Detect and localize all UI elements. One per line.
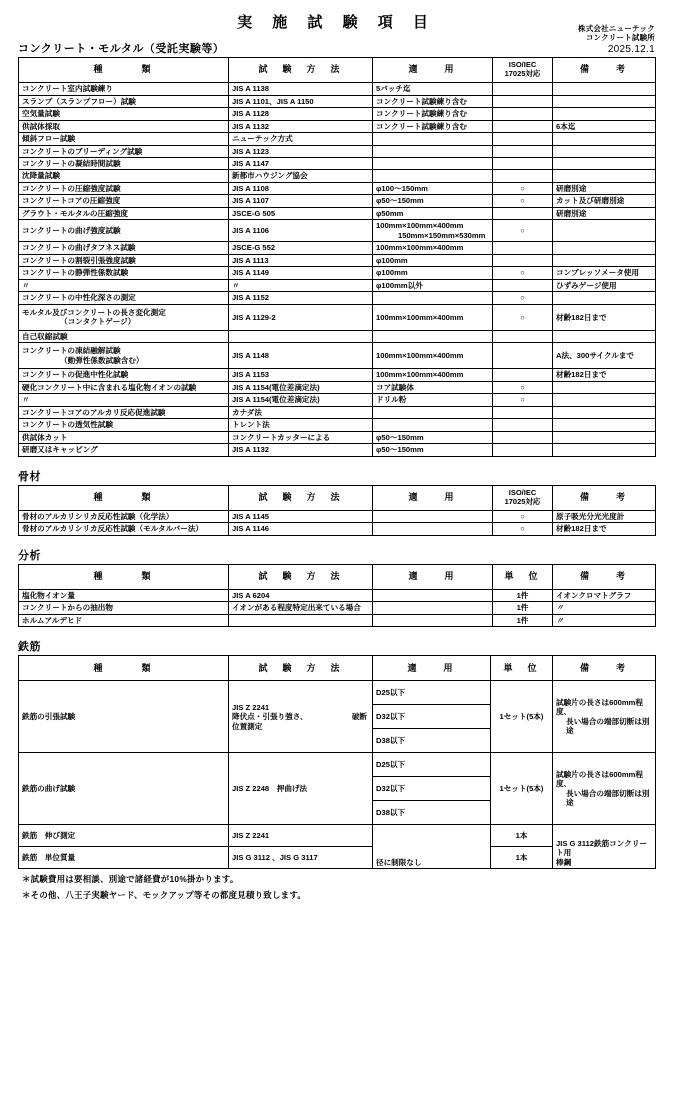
col-header-remarks: 備 考 [553,58,656,83]
cell-iso-compliance [493,120,553,132]
cell-application [373,523,493,535]
cell-application-size: D38以下 [373,801,491,825]
cell-method: JIS Z 2241 降伏点・引張り強さ、 破断 位置測定 [229,681,373,753]
section-title-aggregate: 骨材 [18,470,41,483]
cell-remarks: JIS G 3112鉄筋コンクリート用 棒鋼 [553,825,656,869]
table-row [19,182,656,194]
cell-method: JSCE-G 552 [229,242,373,254]
cell-method: JIS A 1154(電位差滴定法) [229,381,373,393]
cell-application [373,419,493,431]
cell-type: 沈降量試験 [19,170,229,182]
cell-remarks [553,292,656,304]
cell-type: コンクリートの静弾性係数試験 [19,267,229,279]
cell-iso-compliance [493,83,553,95]
cell-application-size: D32以下 [373,705,491,729]
cell-iso-compliance [493,330,553,342]
cell-type: コンクリートの割裂引張強度試験 [19,254,229,266]
cell-type: 骨材のアルカリシリカ反応性試験（化学法） [19,510,229,522]
cell-application: φ50～150mm [373,431,493,443]
table-aggregate [18,485,656,536]
cell-application: コンクリート試験練り含む [373,108,493,120]
table-row [19,279,656,291]
table-row [19,330,656,342]
table-row [19,753,656,777]
col-header-remarks: 備 考 [553,656,656,681]
cell-method: JIS A 1107 [229,195,373,207]
cell-application [373,330,493,342]
cell-iso-compliance [493,158,553,170]
cell-method: JIS A 1108 [229,182,373,194]
cell-iso-compliance: ○ [493,182,553,194]
cell-iso-compliance [493,242,553,254]
cell-unit: 1件 [493,614,553,626]
col-header-iso: ISO/IEC 17025対応 [493,58,553,83]
cell-type: 自己収縮試験 [19,330,229,342]
table-row [19,369,656,381]
cell-remarks [553,419,656,431]
cell-method: JIS A 1148 [229,343,373,369]
table-row [19,242,656,254]
cell-remarks [553,254,656,266]
cell-method: JIS A 1153 [229,369,373,381]
col-header-method: 試 験 方 法 [229,656,373,681]
cell-type: コンクリートの促進中性化試験 [19,369,229,381]
cell-type: スランプ（スランプフロー）試験 [19,95,229,107]
cell-method: イオンがある程度特定出来ている場合 [229,602,373,614]
cell-remarks: イオンクロマトグラフ [553,589,656,601]
cell-method: JIS Z 2248 押曲げ法 [229,753,373,825]
company-name: 株式会社ニューテック [578,24,655,33]
cell-remarks: 試験片の長さは600mm程度、 長い場合の端部切断は別途 [553,753,656,825]
section-analysis [18,536,655,628]
cell-method: JIS G 3112 、JIS G 3117 [229,847,373,869]
table-row [19,292,656,304]
col-header-iso: ISO/IEC 17025対応 [493,485,553,510]
page-title: 実 施 試 験 項 目 [237,14,436,31]
cell-iso-compliance [493,108,553,120]
cell-remarks: 研磨別途 [553,207,656,219]
cell-application: コンクリート試験練り含む [373,120,493,132]
cell-type: 〃 [19,394,229,406]
cell-method: JIS A 1129-2 [229,304,373,330]
cell-application [373,510,493,522]
cell-application: φ50～150mm [373,444,493,456]
footnotes [22,875,655,899]
cell-method: JIS A 1149 [229,267,373,279]
table-row [19,381,656,393]
table-row [19,406,656,418]
section-title-rebar: 鉄筋 [18,641,41,654]
cell-application: 5バッチ迄 [373,83,493,95]
footnote-2: ＊その他、八王子実験ヤード、モックアップ等その都度見積り致します。 [22,889,307,900]
cell-application [373,292,493,304]
cell-method: JIS A 1101、JIS A 1150 [229,95,373,107]
cell-method: JIS A 1152 [229,292,373,304]
table-row [19,444,656,456]
cell-application-size: D38以下 [373,729,491,753]
cell-iso-compliance [493,369,553,381]
company-lab-name: コンクリート試験所 [585,33,655,43]
table-analysis [18,564,656,627]
cell-application: φ50mm [373,207,493,219]
table-row [19,195,656,207]
cell-iso-compliance [493,170,553,182]
cell-application: 100mm×100mm×400mm [373,242,493,254]
cell-type: コンクリートの圧縮強度試験 [19,182,229,194]
cell-type: 硬化コンクリート中に含まれる塩化物イオンの試験 [19,381,229,393]
cell-remarks [553,220,656,242]
cell-iso-compliance [493,133,553,145]
cell-iso-compliance [493,95,553,107]
col-header-application: 適 用 [373,564,493,589]
cell-application: ドリル粉 [373,394,493,406]
cell-remarks: 材齢182日まで [553,523,656,535]
col-header-type: 種 類 [19,485,229,510]
col-header-type: 種 類 [19,656,229,681]
col-header-remarks: 備 考 [553,485,656,510]
table-row [19,681,656,705]
table-row [19,523,656,535]
cell-remarks [553,108,656,120]
cell-method [229,614,373,626]
cell-application: 100mm×100mm×400mm 150mm×150mm×530mm [373,220,493,242]
cell-iso-compliance: ○ [493,523,553,535]
cell-remarks: 材齢182日まで [553,369,656,381]
cell-application [373,145,493,157]
cell-application [373,614,493,626]
cell-type: 鉄筋 伸び測定 [19,825,229,847]
cell-application: φ100～150mm [373,182,493,194]
col-header-method: 試 験 方 法 [229,564,373,589]
table-row [19,589,656,601]
cell-remarks: 〃 [553,614,656,626]
cell-remarks: 原子吸光分光光度計 [553,510,656,522]
table-row [19,267,656,279]
table-row [19,95,656,107]
cell-remarks [553,406,656,418]
cell-remarks: A法、300サイクルまで [553,343,656,369]
cell-application: φ100mm以外 [373,279,493,291]
cell-method: JIS A 6204 [229,589,373,601]
section-concrete [18,43,655,457]
table-row [19,207,656,219]
col-header-type: 種 類 [19,58,229,83]
cell-remarks [553,83,656,95]
company-header [578,24,655,56]
table-row [19,431,656,443]
cell-application-size: D25以下 [373,681,491,705]
cell-unit: 1セット(5本) [491,753,553,825]
table-header-row [19,656,656,681]
col-header-unit: 単 位 [491,656,553,681]
cell-method: JIS A 1132 [229,444,373,456]
cell-method: JIS A 1132 [229,120,373,132]
cell-application [373,170,493,182]
cell-type: モルタル及びコンクリートの長さ変化測定 （コンタクトゲージ） [19,304,229,330]
cell-iso-compliance [493,207,553,219]
cell-iso-compliance [493,431,553,443]
cell-application: 100mm×100mm×400mm [373,343,493,369]
cell-method: JIS A 1113 [229,254,373,266]
cell-application [373,133,493,145]
cell-application-size: D32以下 [373,777,491,801]
table-row [19,825,656,847]
cell-iso-compliance: ○ [493,292,553,304]
cell-application [373,406,493,418]
cell-remarks: ひずみゲージ使用 [553,279,656,291]
cell-iso-compliance: ○ [493,394,553,406]
cell-type: 骨材のアルカリシリカ反応性試験（モルタルバー法） [19,523,229,535]
cell-iso-compliance [493,419,553,431]
footnote-1: ＊試験費用は要相談、別途で諸経費が10%掛かります。 [22,874,239,885]
cell-remarks [553,242,656,254]
cell-iso-compliance: ○ [493,220,553,242]
cell-iso-compliance [493,406,553,418]
cell-type: 供試体カット [19,431,229,443]
cell-remarks [553,95,656,107]
cell-application: φ50～150mm [373,195,493,207]
cell-remarks [553,381,656,393]
table-row [19,510,656,522]
cell-application: φ100mm [373,254,493,266]
cell-type: コンクリートのブリーディング試験 [19,145,229,157]
cell-type: 塩化物イオン量 [19,589,229,601]
cell-type: コンクリートの透気性試験 [19,419,229,431]
cell-method: JIS A 1138 [229,83,373,95]
cell-remarks [553,145,656,157]
cell-remarks: 6本迄 [553,120,656,132]
cell-iso-compliance: ○ [493,304,553,330]
cell-remarks: 材齢182日まで [553,304,656,330]
table-row [19,120,656,132]
cell-application [373,589,493,601]
table-rebar [18,655,656,869]
cell-type: コンクリートの凍結融解試験 （動弾性係数試験含む） [19,343,229,369]
cell-iso-compliance [493,444,553,456]
cell-remarks [553,394,656,406]
cell-type: コンクリートからの抽出物 [19,602,229,614]
section-title-concrete: コンクリート・モルタル（受託実験等） [18,43,225,55]
cell-application-size: D25以下 [373,753,491,777]
section-title-analysis: 分析 [18,549,41,562]
cell-unit: 1件 [493,602,553,614]
cell-remarks [553,133,656,145]
cell-remarks [553,330,656,342]
cell-method: JIS Z 2241 [229,825,373,847]
col-header-application: 適 用 [373,58,493,83]
cell-remarks: 研磨別途 [553,182,656,194]
cell-method: コンクリートカッターによる [229,431,373,443]
table-row [19,170,656,182]
cell-method: JIS A 1106 [229,220,373,242]
table-header-row [19,58,656,83]
cell-method [229,330,373,342]
table-concrete [18,57,656,457]
col-header-type: 種 類 [19,564,229,589]
table-header-row [19,485,656,510]
cell-method: カナダ法 [229,406,373,418]
cell-type: 鉄筋の引張試験 [19,681,229,753]
cell-method: JSCE-G 505 [229,207,373,219]
cell-method: JIS A 1128 [229,108,373,120]
cell-remarks [553,431,656,443]
section-aggregate [18,457,655,536]
table-row [19,614,656,626]
cell-type: グラウト・モルタルの圧縮強度 [19,207,229,219]
cell-application: コア試験体 [373,381,493,393]
cell-method: JIS A 1154(電位差滴定法) [229,394,373,406]
cell-application: 径に制限なし [373,825,491,869]
col-header-method: 試 験 方 法 [229,485,373,510]
col-header-method: 試 験 方 法 [229,58,373,83]
table-row [19,419,656,431]
cell-unit: 1本 [491,847,553,869]
cell-type: 供試体採取 [19,120,229,132]
cell-type: 研磨又はキャッピング [19,444,229,456]
cell-remarks: コンプレッソメータ使用 [553,267,656,279]
table-row [19,304,656,330]
cell-remarks [553,444,656,456]
cell-type: 〃 [19,279,229,291]
cell-method: JIS A 1123 [229,145,373,157]
table-row [19,145,656,157]
cell-method: 新都市ハウジング協会 [229,170,373,182]
table-header-row [19,564,656,589]
table-row [19,158,656,170]
cell-type: 傾斜フロー試験 [19,133,229,145]
cell-method: JIS A 1147 [229,158,373,170]
cell-application: φ100mm [373,267,493,279]
col-header-application: 適 用 [373,485,493,510]
table-row [19,254,656,266]
cell-type: 空気量試験 [19,108,229,120]
cell-application [373,158,493,170]
cell-iso-compliance [493,254,553,266]
cell-type: コンクリートの中性化深さの測定 [19,292,229,304]
cell-remarks: 試験片の長さは600mm程度、 長い場合の端部切断は別途 [553,681,656,753]
cell-unit: 1本 [491,825,553,847]
cell-remarks: 〃 [553,602,656,614]
col-header-unit: 単 位 [493,564,553,589]
table-row [19,108,656,120]
table-row [19,343,656,369]
cell-method: JIS A 1146 [229,523,373,535]
col-header-application: 適 用 [373,656,491,681]
cell-unit: 1セット(5本) [491,681,553,753]
table-row [19,602,656,614]
cell-application [373,602,493,614]
table-row [19,394,656,406]
cell-remarks [553,170,656,182]
cell-remarks [553,158,656,170]
cell-type: コンクリートの曲げ強度試験 [19,220,229,242]
table-row [19,220,656,242]
cell-type: 鉄筋の曲げ試験 [19,753,229,825]
cell-type: コンクリートの曲げタフネス試験 [19,242,229,254]
document-date: 2025.12.1 [607,43,655,55]
cell-iso-compliance [493,343,553,369]
cell-type: コンクリートコアの圧縮強度 [19,195,229,207]
cell-iso-compliance: ○ [493,381,553,393]
cell-unit: 1件 [493,589,553,601]
cell-method: トレント法 [229,419,373,431]
cell-iso-compliance: ○ [493,510,553,522]
cell-application: 100mm×100mm×400mm [373,304,493,330]
cell-type: ホルムアルデヒド [19,614,229,626]
cell-iso-compliance: ○ [493,195,553,207]
cell-iso-compliance: ○ [493,267,553,279]
cell-type: コンクリートの凝結時間試験 [19,158,229,170]
section-rebar [18,627,655,869]
table-row [19,133,656,145]
cell-application: コンクリート試験練り含む [373,95,493,107]
cell-iso-compliance [493,145,553,157]
cell-type: コンクリートコアのアルカリ反応促進試験 [19,406,229,418]
cell-type: コンクリート室内試験練り [19,83,229,95]
col-header-remarks: 備 考 [553,564,656,589]
cell-remarks: カット及び研磨別途 [553,195,656,207]
cell-application: 100mm×100mm×400mm [373,369,493,381]
cell-method: JIS A 1145 [229,510,373,522]
cell-iso-compliance [493,279,553,291]
cell-method: ニューテック方式 [229,133,373,145]
cell-method: 〃 [229,279,373,291]
table-row [19,83,656,95]
cell-type: 鉄筋 単位質量 [19,847,229,869]
